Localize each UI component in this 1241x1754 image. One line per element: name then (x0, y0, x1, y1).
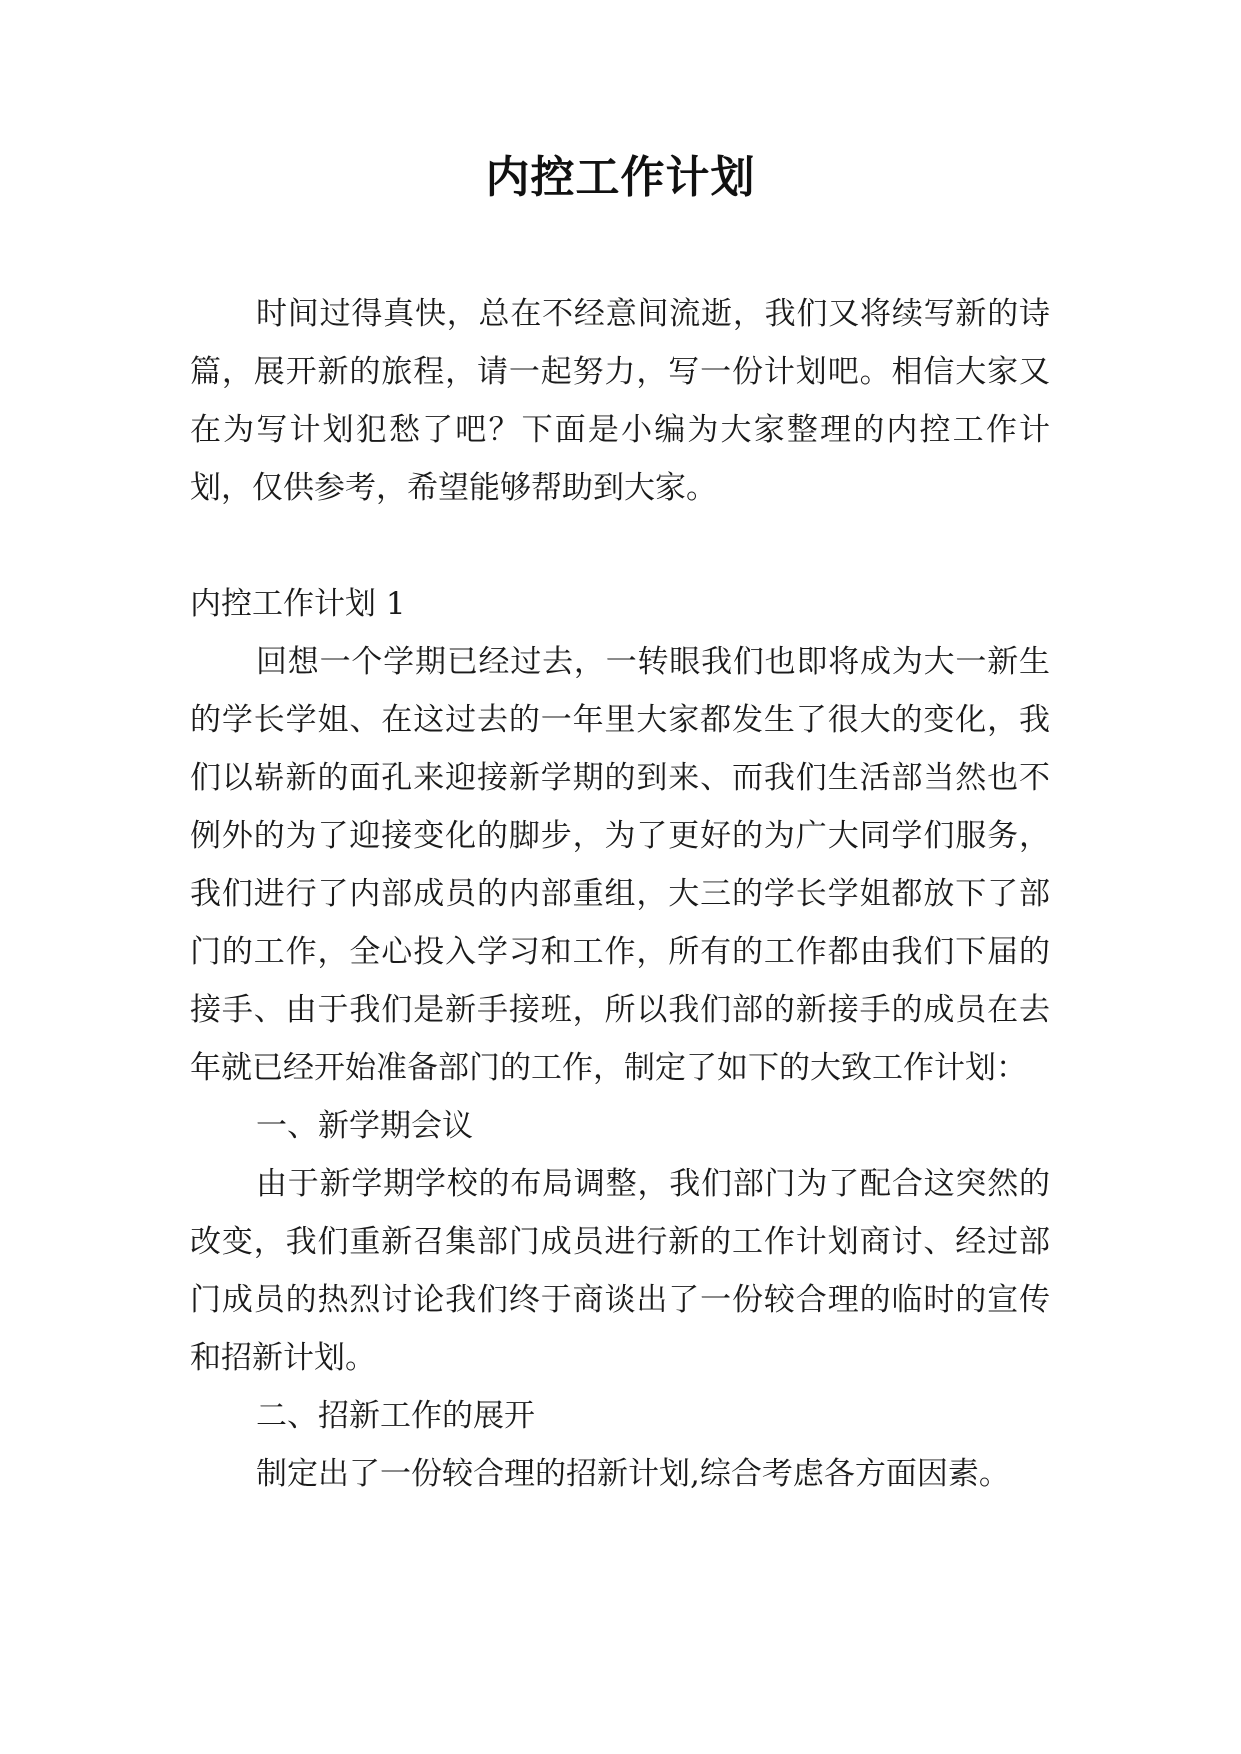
body-paragraph: 回想一个学期已经过去，一转眼我们也即将成为大一新生的学长学姐、在这过去的一年里大家都发生了很大的变化，我们以崭新的面孔来迎接新学期的到来、而我们生活部当然也不例外的为了迎接变化的脚步，为了更好的为广大同学们服务，我们进行了内部成员的内部重组，大三的学长学姐都放下了部门的工作，全心投入学习和工作，所有的工作都由我们下届的接手、由于我们是新手接班，所以我们部的新接手的成员在去年就已经开始准备部门的工作，制定了如下的大致工作计划： (190, 644, 1050, 1086)
document-body (190, 285, 1050, 1503)
heading-new-semester-meeting: 一、新学期会议 (256, 1108, 473, 1144)
body-paragraph: 由于新学期学校的布局调整，我们部门为了配合这突然的改变，我们重新召集部门成员进行新的工作计划商讨、经过部门成员的热烈讨论我们终于商谈出了一份较合理的临时的宣传和招新计划。 (190, 1166, 1050, 1376)
heading-recruitment: 二、招新工作的展开 (256, 1398, 535, 1434)
intro-paragraph: 时间过得真快，总在不经意间流逝，我们又将续写新的诗篇，展开新的旅程，请一起努力，写一份计划吧。相信大家又在为写计划犯愁了吧？下面是小编为大家整理的内控工作计划，仅供参考，希望能够帮助到大家。 (190, 296, 1050, 506)
section-title: 内控工作计划 1 (190, 586, 406, 622)
body-paragraph: 制定出了一份较合理的招新计划,综合考虑各方面因素。 (256, 1456, 1010, 1492)
document-title: 内控工作计划 (485, 152, 756, 203)
